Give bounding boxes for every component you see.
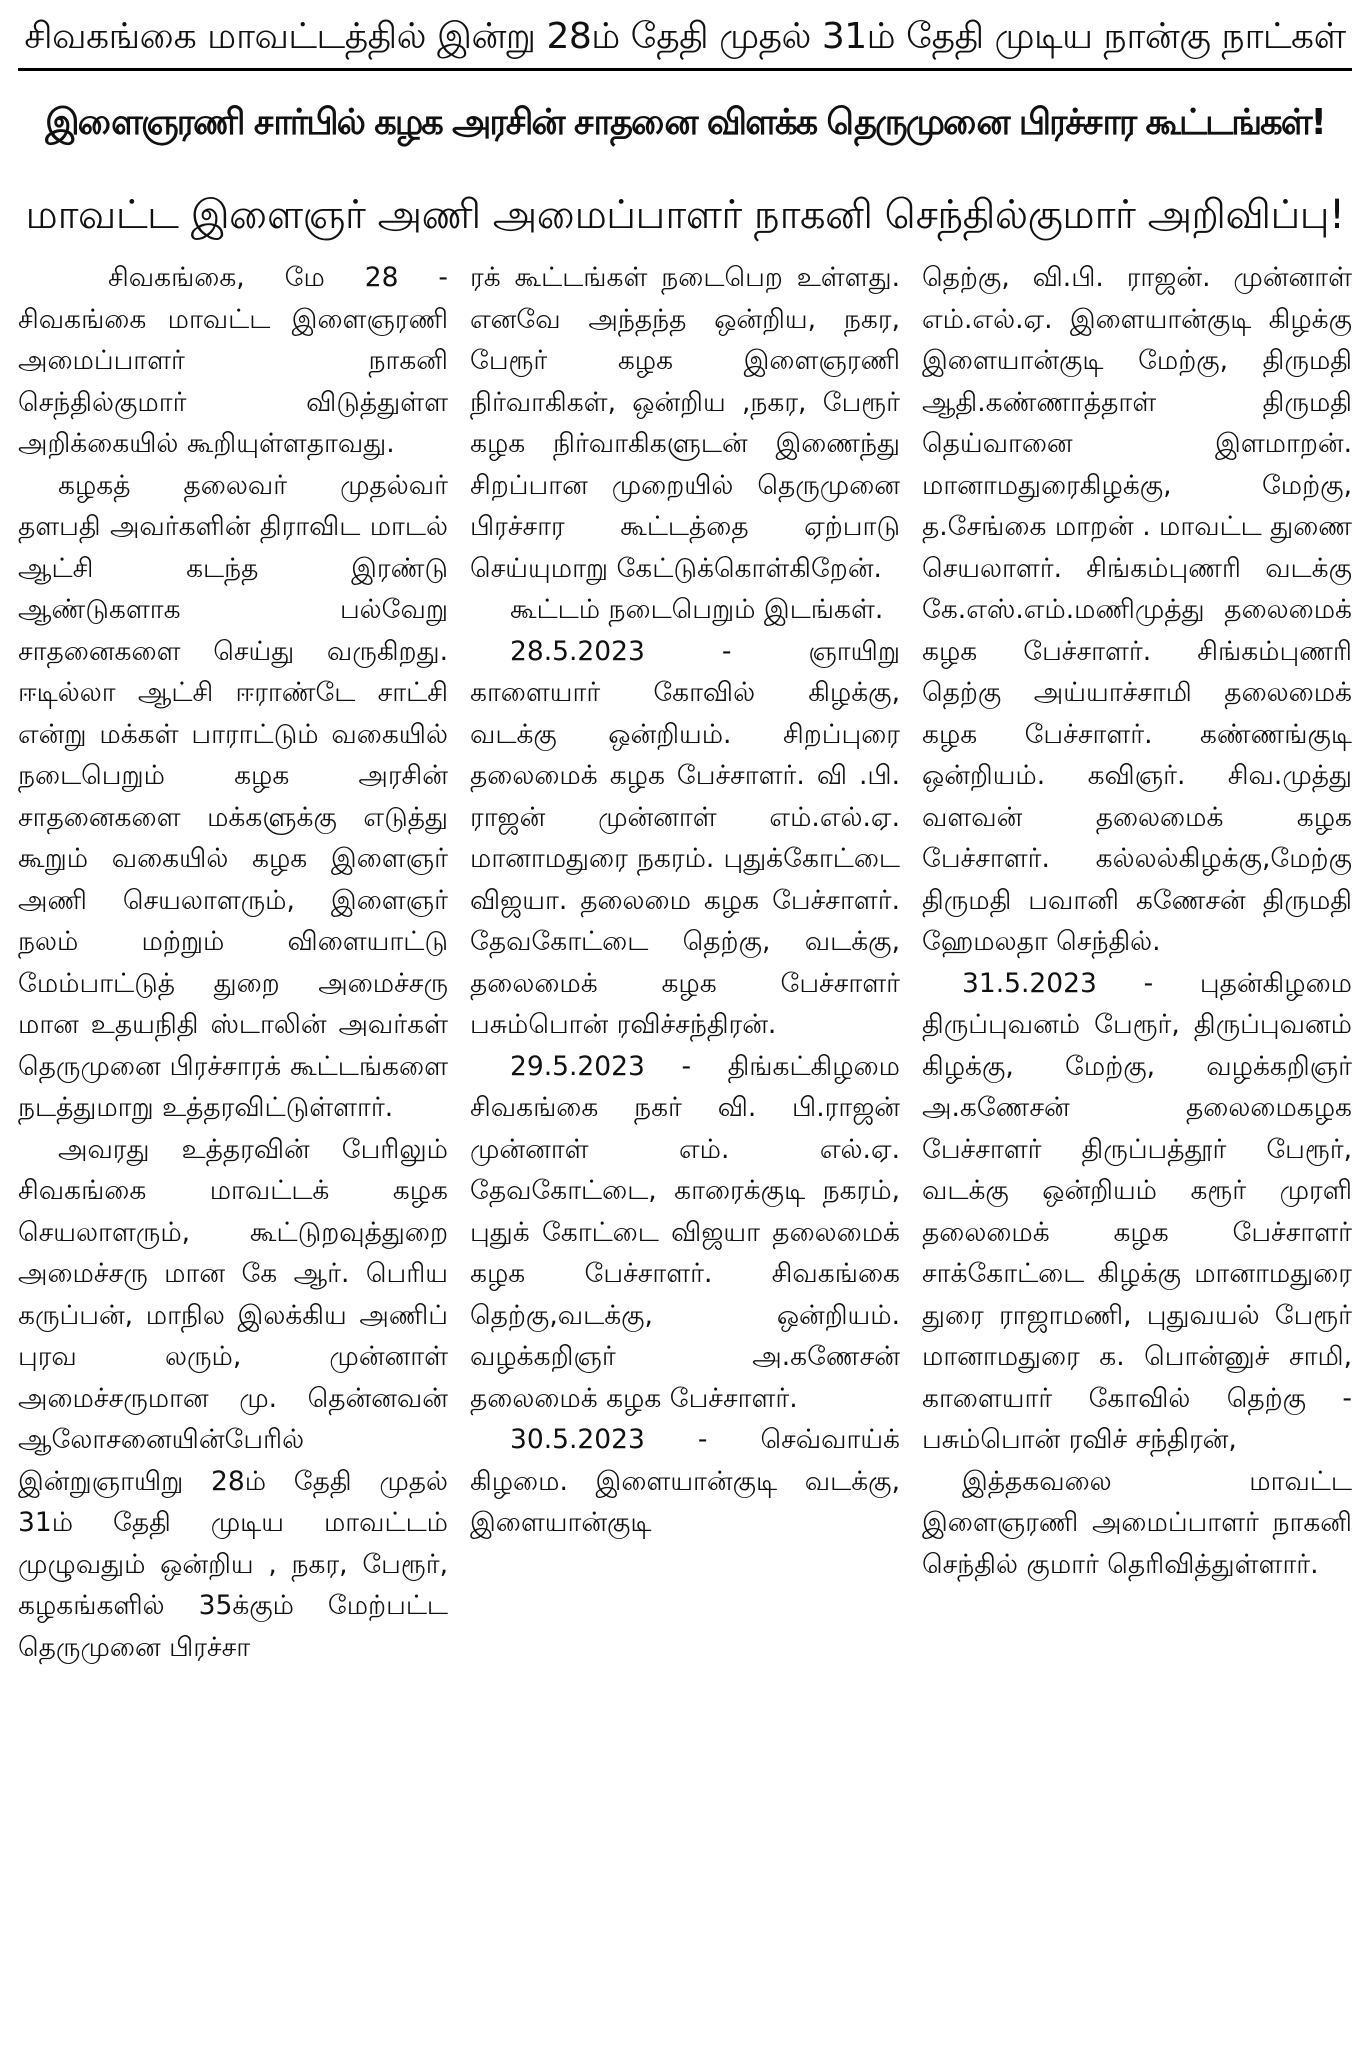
paragraph: கழகத் தலைவர் முதல்வர் தளபதி அவர்களின் திராவிட மாடல் ஆட்சி கடந்த இரண்டு ஆண்டுகளாக பல்வேறு சாதனைகளை செய்து வருகிறது. ஈடில்லா ஆட்சி ஈராண்டே சாட்சி என்று மக்கள் பாராட்டும் வகையில் நடைபெறும் கழக அரசின் சாதனைகளை மக்களுக்கு எடுத்து கூறும் வகையில் கழக இளைஞர் அணி செயலாளரும், இளைஞர் நலம் மற்றும் விளையாட்டு மேம்பாட்டுத் துறை அமைச்சரு மான உதயநிதி ஸ்டாலின் அவர்கள் தெருமுனை பிரச்சாரக் கூட்டங்களை நடத்துமாறு உத்தரவிட்டுள்ளார். bbox=[18, 469, 448, 1123]
article-body bbox=[18, 257, 1352, 1668]
column-3 bbox=[922, 257, 1352, 1668]
paragraph: இத்தகவலை மாவட்ட இளைஞரணி அமைப்பாளர் நாகனி செந்தில் குமார் தெரிவித்துள்ளார். bbox=[922, 1465, 1352, 1580]
paragraph: 31.5.2023 - புதன்கிழமை திருப்புவனம் பேரூர், திருப்புவனம் கிழக்கு, மேற்கு, வழக்கறிஞர் அ.கணேசன் தலைமைகழக பேச்சாளர் திருப்பத்தூர் பேரூர், வடக்கு ஒன்றியம் கரூர் முரளி தலைமைக் கழக பேச்சாளர் சாக்கோட்டை கிழக்கு மானாமதுரை துரை ராஜாமணி, புதுவயல் பேரூர் மானாமதுரை க. பொன்னுச் சாமி, காளையார் கோவில் தெற்கு - பசும்பொன் ரவிச் சந்திரன், bbox=[922, 967, 1352, 1455]
kicker-rule bbox=[18, 68, 1352, 71]
paragraph: அவரது உத்தரவின் பேரிலும் சிவகங்கை மாவட்டக் கழக செயலாளரும், கூட்டுறவுத்துறை அமைச்சரு மான கே ஆர். பெரிய கருப்பன், மாநில இலக்கிய அணிப் புரவ லரும், முன்னாள் அமைச்சருமான மு. தென்னவன் ஆலோசனையின்பேரில் இன்றுஞாயிறு 28ம் தேதி முதல் 31ம் தேதி முடிய மாவட்டம் முழுவதும் ஒன்றிய , நகர, பேரூர், கழகங்களில் 35க்கும் மேற்பட்ட தெருமுனை பிரச்சா bbox=[18, 1133, 448, 1663]
paragraph: 30.5.2023 - செவ்வாய்க் கிழமை. இளையான்குடி வடக்கு, இளையான்குடி bbox=[470, 1424, 900, 1538]
column-1 bbox=[18, 257, 448, 1668]
paragraph: தெற்கு, வி.பி. ராஜன். முன்னாள் எம்.எல்.ஏ. இளையான்குடி கிழக்கு இளையான்குடி மேற்கு, திருமதி ஆதி.கண்ணாத்தாள் திருமதி தெய்வானை இளமாறன். மானாமதுரைகிழக்கு, மேற்கு, த.சேங்கை மாறன் . மாவட்ட துணை செயலாளர். சிங்கம்புணரி வடக்கு கே.எஸ்.எம்.மணிமுத்து தலைமைக் கழக பேச்சாளர். சிங்கம்புணரி தெற்கு அய்யாச்சாமி தலைமைக் கழக பேச்சாளர். கண்ணங்குடி ஒன்றியம். கவிஞர். சிவ.முத்து வளவன் தலைமைக் கழக பேச்சாளர். கல்லல்கிழக்கு,மேற்கு திருமதி பவானி கணேசன் திருமதி ஹேமலதா செந்தில். bbox=[922, 262, 1352, 957]
paragraph: 29.5.2023 - திங்கட்கிழமை சிவகங்கை நகர் வி. பி.ராஜன் முன்னாள் எம். எல்.ஏ. தேவகோட்டை, காரைக்குடி நகரம், புதுக் கோட்டை விஜயா தலைமைக் கழக பேச்சாளர். சிவகங்கை தெற்கு,வடக்கு, ஒன்றியம். வழக்கறிஞர் அ.கணேசன் தலைமைக் கழக பேச்சாளர். bbox=[470, 1050, 900, 1414]
headline: இளைஞரணி சார்பில் கழக அரசின் சாதனை விளக்க தெருமுனை பிரச்சார கூட்டங்கள்! bbox=[45, 102, 1325, 143]
paragraph: கூட்டம் நடைபெறும் இடங்கள். bbox=[510, 594, 884, 625]
subheadline: மாவட்ட இளைஞர் அணி அமைப்பாளர் நாகனி செந்தில்குமார் அறிவிப்பு! bbox=[25, 192, 1345, 238]
kicker-line: சிவகங்கை மாவட்டத்தில் இன்று 28ம் தேதி முதல் 31ம் தேதி முடிய நான்கு நாட்கள் bbox=[24, 16, 1346, 57]
paragraph: ரக் கூட்டங்கள் நடைபெற உள்ளது. எனவே அந்தந்த ஒன்றிய, நகர, பேரூர் கழக இளைஞரணி நிர்வாகிகள், ஒன்றிய ,நகர, பேரூர் கழக நிர்வாகிகளுடன் இணைந்து சிறப்பான முறையில் தெருமுனை பிரச்சார கூட்டத்தை ஏற்பாடு செய்யுமாறு கேட்டுக்கொள்கிறேன். bbox=[470, 262, 900, 584]
paragraph: 28.5.2023 - ஞாயிறு காளையார் கோவில் கிழக்கு, வடக்கு ஒன்றியம். சிறப்புரை தலைமைக் கழக பேச்சாளர். வி .பி. ராஜன் முன்னாள் எம்.எல்.ஏ. மானாமதுரை நகரம். புதுக்கோட்டை விஜயா. தலைமை கழக பேச்சாளர். தேவகோட்டை தெற்கு, வடக்கு, தலைமைக் கழக பேச்சாளர் பசும்பொன் ரவிச்சந்திரன். bbox=[470, 635, 900, 1040]
paragraph: சிவகங்கை, மே 28 - சிவகங்கை மாவட்ட இளைஞரணி அமைப்பாளர் நாகனி செந்தில்குமார் விடுத்துள்ள அறிக்கையில் கூறியுள்ளதாவது. bbox=[18, 262, 448, 459]
column-2 bbox=[470, 257, 900, 1668]
